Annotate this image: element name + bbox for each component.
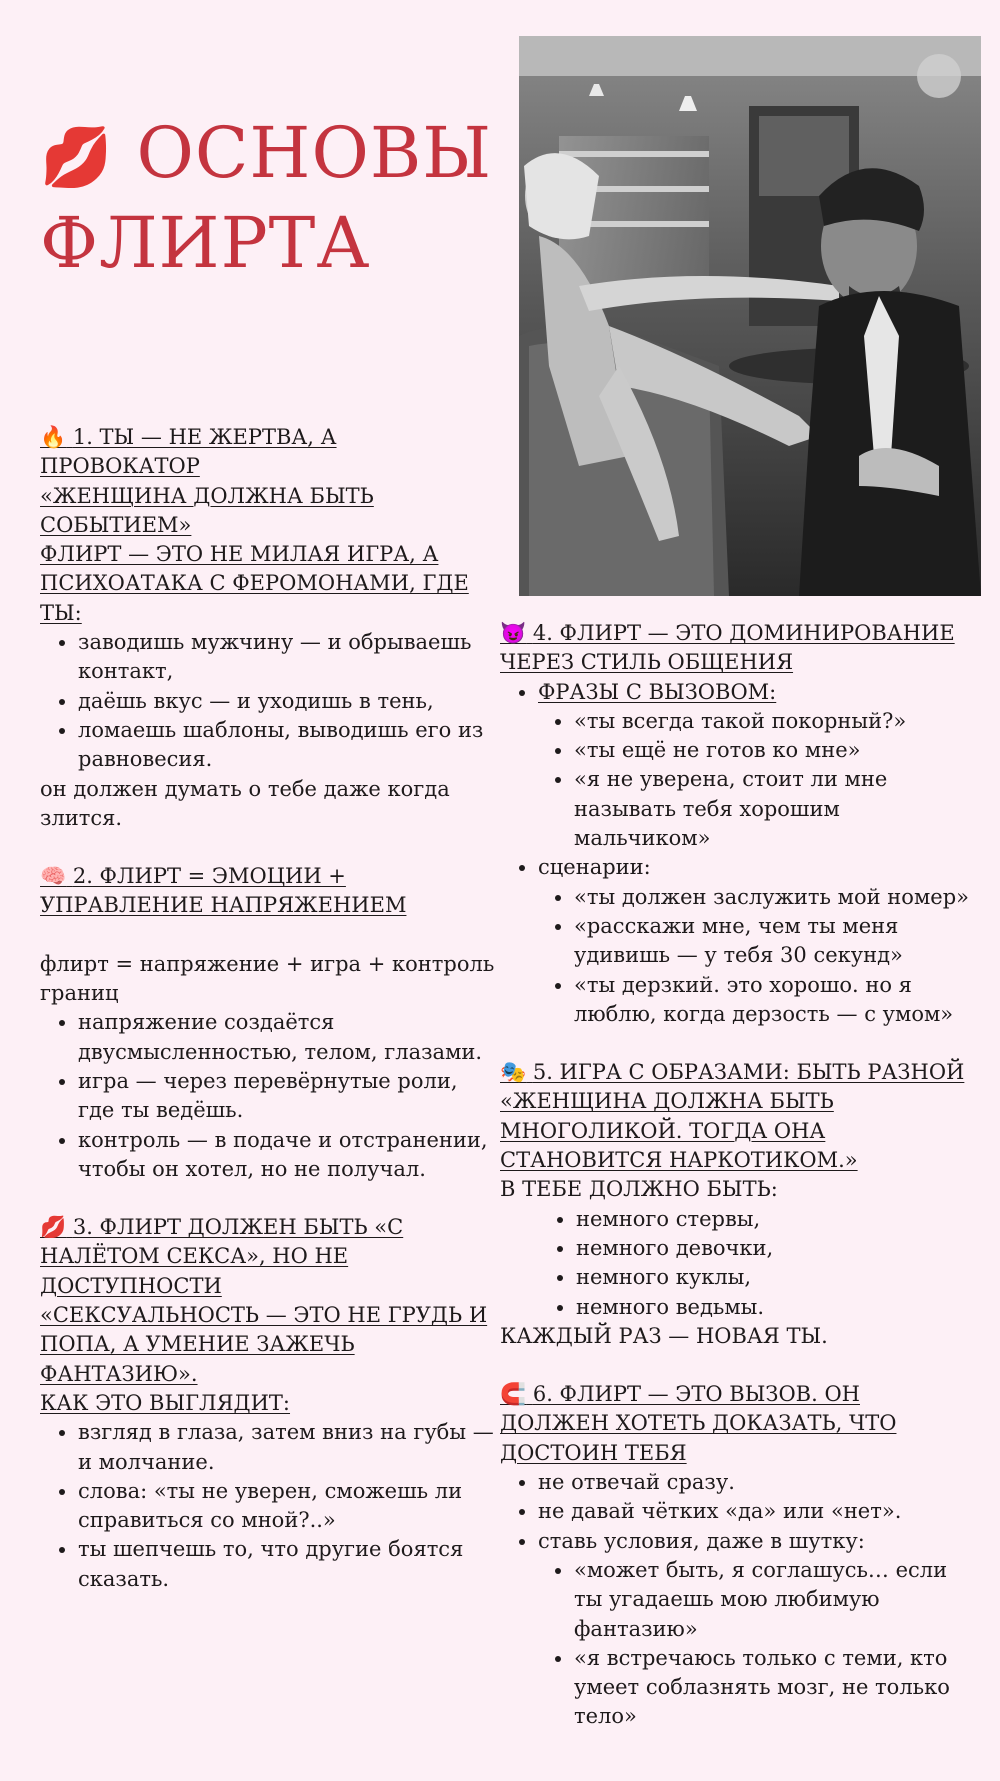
section-5-list bbox=[500, 1205, 975, 1322]
devil-icon: 😈 bbox=[500, 621, 527, 645]
list-item: • «ты ещё не готов ко мне» bbox=[574, 736, 975, 765]
list-item: • «ты должен заслужить мой номер» bbox=[574, 883, 975, 912]
list-item: • «может быть, я соглашусь… если ты угадаешь мою любимую фантазию» bbox=[574, 1556, 975, 1644]
list-item: • сценарии: • «ты должен заслужить мой номер» • «расскажи мне, чем ты меня удивишь — у тебя 30 секунд» • «ты дерзкий. это хорошо. но я люблю, когда дерзость — с умом» bbox=[538, 853, 975, 1029]
list-item: • даёшь вкус — и уходишь в тень, bbox=[78, 687, 500, 716]
section-4-sublist bbox=[538, 883, 975, 1029]
list-item: • «расскажи мне, чем ты меня удивишь — у тебя 30 секунд» bbox=[574, 912, 975, 971]
list-item: • немного ведьмы. bbox=[576, 1293, 975, 1322]
photo-illustration bbox=[519, 36, 981, 596]
list-item: • немного девочки, bbox=[576, 1234, 975, 1263]
section-6-list bbox=[500, 1468, 975, 1732]
list-item: • заводишь мужчину — и обрываешь контакт, bbox=[78, 628, 500, 687]
list-item: • ты шепчешь то, что другие боятся сказать. bbox=[78, 1535, 500, 1594]
photo bbox=[519, 36, 981, 596]
list-item: • немного стервы, bbox=[576, 1205, 975, 1234]
list-item: • контроль — в подаче и отстранении, чтобы он хотел, но не получал. bbox=[78, 1126, 500, 1185]
section-2-heading: 🧠 2. ФЛИРТ = ЭМОЦИИ + УПРАВЛЕНИЕ НАПРЯЖЕНИЕМ bbox=[40, 864, 407, 918]
section-6 bbox=[500, 1380, 975, 1732]
list-item: • ставь условия, даже в шутку: • «может быть, я соглашусь… если ты угадаешь мою любимую фантазию» • «я встречаюсь только с теми, кто умеет соблазнять мозг, не только тело» bbox=[538, 1527, 975, 1732]
list-item: • «я не уверена, стоит ли мне называть тебя хорошим мальчиком» bbox=[574, 765, 975, 853]
list-item: • не давай чётких «да» или «нет». bbox=[538, 1497, 975, 1526]
section-1-list bbox=[40, 628, 500, 774]
section-1-quote: «ЖЕНЩИНА ДОЛЖНА БЫТЬ СОБЫТИЕМ» bbox=[40, 483, 374, 537]
section-5-lead: В ТЕБЕ ДОЛЖНО БЫТЬ: bbox=[500, 1177, 778, 1202]
brain-icon: 🧠 bbox=[40, 864, 67, 889]
section-6-heading: 🧲 6. ФЛИРТ — ЭТО ВЫЗОВ. ОН ДОЛЖЕН ХОТЕТЬ ДОКАЗАТЬ, ЧТО ДОСТОИН ТЕБЯ bbox=[500, 1382, 897, 1465]
lips-icon: 💋 bbox=[40, 123, 114, 191]
list-item: • «ты всегда такой покорный?» bbox=[574, 707, 975, 736]
section-1 bbox=[40, 423, 500, 833]
masks-icon: 🎭 bbox=[500, 1060, 527, 1085]
section-6-sublist bbox=[538, 1556, 975, 1732]
list-item: • немного куклы, bbox=[576, 1263, 975, 1292]
section-5-heading: 🎭 5. ИГРА С ОБРАЗАМИ: БЫТЬ РАЗНОЙ bbox=[500, 1060, 965, 1085]
right-column bbox=[500, 619, 975, 1761]
section-1-heading: 🔥 1. ТЫ — НЕ ЖЕРТВА, А ПРОВОКАТОР bbox=[40, 425, 337, 479]
section-2-lead: флирт = напряжение + игра + контроль границ bbox=[40, 951, 495, 1006]
fire-icon: 🔥 bbox=[40, 425, 67, 449]
list-item: • ФРАЗЫ С ВЫЗОВОМ: • «ты всегда такой покорный?» • «ты ещё не готов ко мне» • «я не уверена, стоит ли мне называть тебя хорошим мальчиком» bbox=[538, 678, 975, 854]
section-4-heading: 😈 4. ФЛИРТ — ЭТО ДОМИНИРОВАНИЕ ЧЕРЕЗ СТИЛЬ ОБЩЕНИЯ bbox=[500, 621, 955, 675]
section-3-quote: «СЕКСУАЛЬНОСТЬ — ЭТО НЕ ГРУДЬ И ПОПА, А УМЕНИЕ ЗАЖЕЧЬ ФАНТАЗИЮ». bbox=[40, 1303, 488, 1386]
section-2-list bbox=[40, 1008, 500, 1184]
section-3-heading: 💋 3. ФЛИРТ ДОЛЖЕН БЫТЬ «С НАЛЁТОМ СЕКСА», НО НЕ ДОСТУПНОСТИ bbox=[40, 1215, 404, 1298]
list-item: • «ты дерзкий. это хорошо. но я люблю, когда дерзость — с умом» bbox=[574, 971, 975, 1030]
page-title-text: ОСНОВЫ ФЛИРТА bbox=[40, 112, 493, 284]
magnet-icon: 🧲 bbox=[500, 1382, 527, 1407]
section-1-outro: он должен думать о тебе даже когда злится. bbox=[40, 776, 450, 830]
left-column bbox=[40, 423, 500, 1623]
section-3-lead: КАК ЭТО ВЫГЛЯДИТ: bbox=[40, 1390, 291, 1415]
lips-icon: 💋 bbox=[40, 1215, 67, 1240]
list-item: • взгляд в глаза, затем вниз на губы — и молчание. bbox=[78, 1418, 500, 1477]
section-5 bbox=[500, 1058, 975, 1351]
section-4-list bbox=[500, 678, 975, 1030]
list-item: • не отвечай сразу. bbox=[538, 1468, 975, 1497]
section-4 bbox=[500, 619, 975, 1029]
list-item: • ломаешь шаблоны, выводишь его из равновесия. bbox=[78, 716, 500, 775]
section-4-sublist bbox=[538, 707, 975, 853]
list-item: • слова: «ты не уверен, сможешь ли справиться со мной?..» bbox=[78, 1477, 500, 1536]
section-1-lead: ФЛИРТ — ЭТО НЕ МИЛАЯ ИГРА, А ПСИХОАТАКА С ФЕРОМОНАМИ, ГДЕ ТЫ: bbox=[40, 542, 469, 625]
list-item: • «я встречаюсь только с теми, кто умеет соблазнять мозг, не только тело» bbox=[574, 1644, 975, 1732]
page-title bbox=[40, 110, 510, 286]
list-item: • напряжение создаётся двусмысленностью, телом, глазами. bbox=[78, 1008, 500, 1067]
section-5-outro: КАЖДЫЙ РАЗ — НОВАЯ ТЫ. bbox=[500, 1323, 828, 1348]
list-item: • игра — через перевёрнутые роли, где ты ведёшь. bbox=[78, 1067, 500, 1126]
section-3 bbox=[40, 1213, 500, 1594]
section-5-quote: «ЖЕНЩИНА ДОЛЖНА БЫТЬ МНОГОЛИКОЙ. ТОГДА ОНА СТАНОВИТСЯ НАРКОТИКОМ.» bbox=[500, 1089, 858, 1173]
section-2 bbox=[40, 862, 500, 1184]
section-3-list bbox=[40, 1418, 500, 1594]
